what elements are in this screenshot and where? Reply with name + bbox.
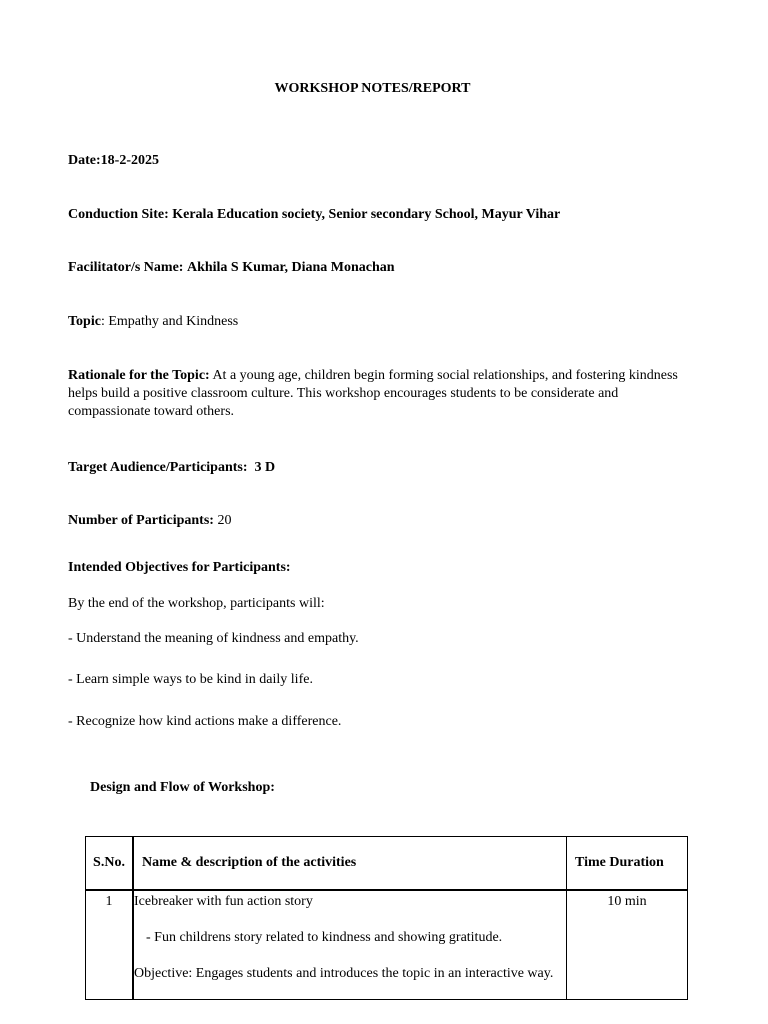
report-title: WORKSHOP NOTES/REPORT: [274, 81, 471, 96]
row-sno: 1: [86, 890, 134, 1000]
objectives-heading: Intended Objectives for Participants:: [68, 560, 291, 575]
audience-label: Target Audience/Participants:: [68, 460, 248, 475]
audience-value: 3 D: [254, 460, 276, 475]
table-row: [86, 890, 688, 1000]
rationale-paragraph: [68, 367, 683, 421]
topic-line: [68, 313, 683, 331]
activity-detail: - Fun childrens story related to kindness and showing gratitude.: [146, 930, 503, 945]
header-activity: Name & description of the activities: [133, 837, 567, 891]
participants-line: [68, 512, 683, 530]
row-activity: [133, 890, 567, 1000]
row-time: 10 min: [567, 890, 688, 1000]
participants-label: Number of Participants:: [68, 513, 214, 528]
audience-line: [68, 459, 683, 477]
objective-item: - Recognize how kind actions make a difference.: [68, 714, 342, 729]
activities-table: [85, 836, 688, 1000]
site-line: [68, 206, 683, 224]
facilitator-line: [68, 259, 683, 277]
objective-item: - Learn simple ways to be kind in daily life.: [68, 672, 313, 687]
rationale-text: At a young age, children begin forming social relationships, and fostering kindness helps build a positive classroom culture. This workshop encourages students to be considerate and compassionate toward others.: [68, 368, 678, 419]
objectives-intro: By the end of the workshop, participants will:: [68, 596, 325, 611]
topic-label: Topic: [68, 314, 101, 329]
header-sno: S.No.: [86, 837, 134, 891]
facilitator-value: Akhila S Kumar, Diana Monachan: [186, 260, 395, 275]
facilitator-label: Facilitator/s Name:: [68, 260, 184, 275]
header-time: Time Duration: [567, 837, 688, 891]
topic-value: : Empathy and Kindness: [100, 314, 239, 329]
table-header-row: [86, 837, 688, 891]
objective-item: - Understand the meaning of kindness and empathy.: [68, 631, 359, 646]
rationale-label: Rationale for the Topic:: [68, 368, 210, 383]
participants-value: 20: [217, 513, 232, 528]
design-heading: Design and Flow of Workshop:: [90, 780, 275, 795]
site-value: Kerala Education society, Senior secondary School, Mayur Vihar: [172, 207, 561, 222]
date-label: Date:: [68, 153, 101, 168]
date-line: [68, 152, 683, 170]
date-value: 18-2-2025: [100, 153, 159, 168]
site-label: Conduction Site:: [68, 207, 169, 222]
activity-name: Icebreaker with fun action story: [134, 894, 313, 909]
activity-objective: Objective: Engages students and introduces the topic in an interactive way.: [134, 966, 554, 981]
